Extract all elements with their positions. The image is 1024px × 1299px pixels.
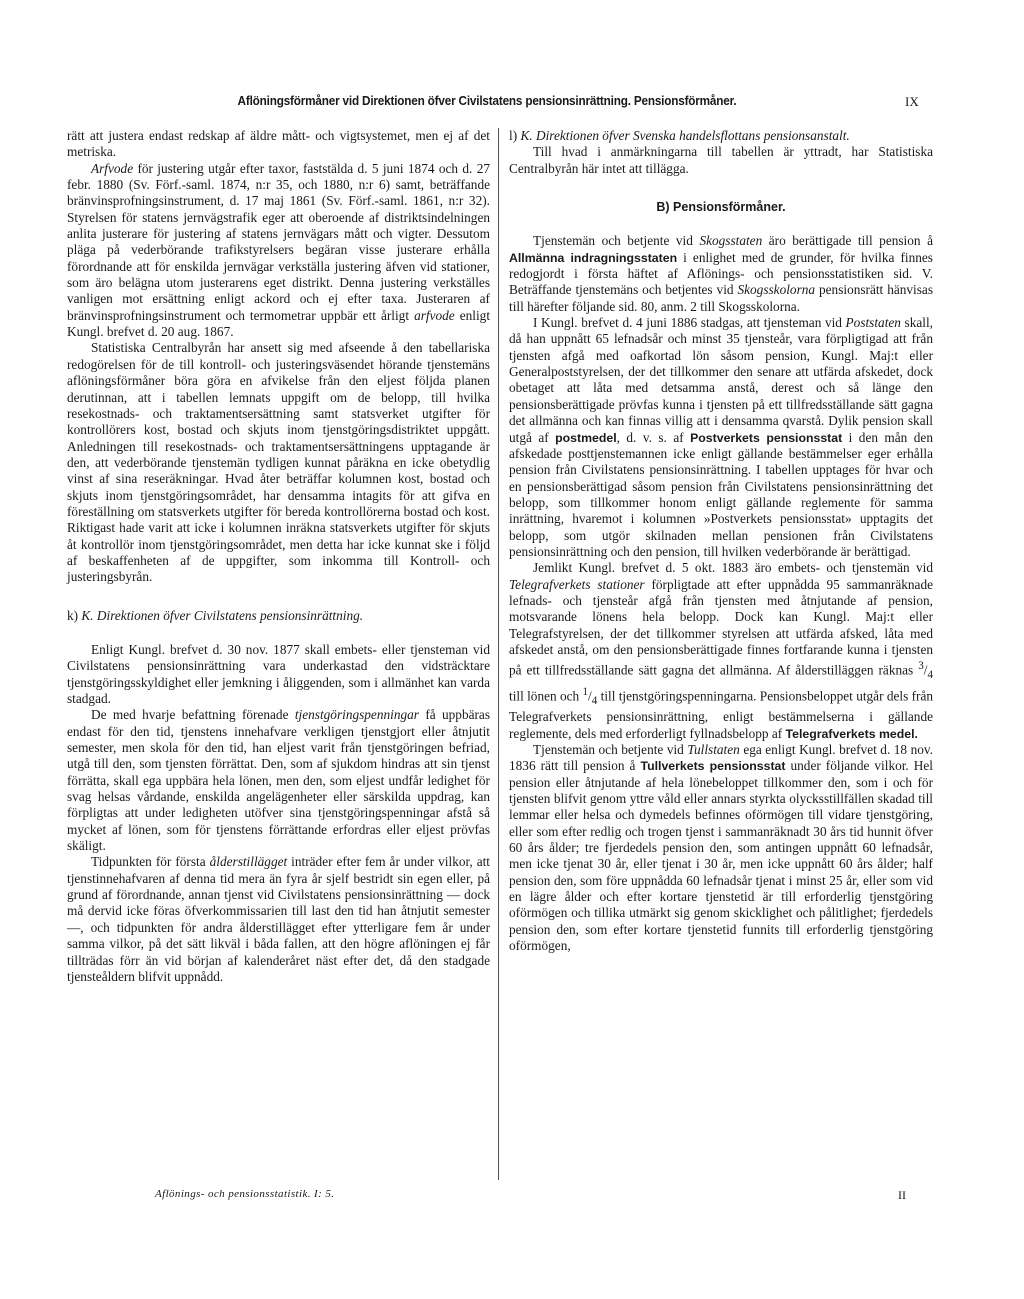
section-heading-l: l) K. Direktionen öfver Svenska handelsflottans pensionsanstalt. <box>509 128 850 143</box>
paragraph-tjenstgoringspenningar: De med hvarje befattning förenade tjenstgöringspenningar få uppbäras endast för den tid, tjenstens innehafvare verkligen tjenstgjort eller åtnjutit semester, men skola för den tid, han eljest varit från tjenstgöringen befriad, utgå till den, som tjensten förrättat. Den, som af sjukdom hindras att sin tjenst förrätta, skall ega uppbära hela lönen, men den, som eljest undfår ledighet för svag helsas vårdande, enskilda angelägenheter eller särskilda uppdrag, kan förpligtas att under ledigheten utöfver sina tjenstgöringspenningar afstå så mycket af lönen, som för tjenstens förrättande erfordras eller eljest prövfas skäligt. <box>67 707 491 854</box>
column-divider <box>498 128 499 1180</box>
footer-signature: Aflönings- och pensionsstatistik. I: 5. <box>155 1188 335 1200</box>
running-head: Aflöningsförmåner vid Direktionen öfver Civilstatens pensionsinrättning. Pensionsförmåner. <box>237 94 737 108</box>
paragraph-statistiska-centralbyran: Statistiska Centralbyrån har ansett sig med afseende å den tabellariska redogörelsen för de till kontroll- och justeringsväsendet hörande tjenstemäns aflöningsförmåner böra göra en afvikelse från den eljest följda planen derutinnan, att i tabellen lemnats uppgift om de belopp, till hvilka resekostnads- och traktamentsersättning samt statsverket utgifter för kontrollörers kost, bostad och skjuts inom tjenstgöringsdistriktet uppgått. Anledningen till resekostnads- och traktamentsersättningens upptagande är den, att vederbörande tjenstemän tydligen kunnat påräkna en icke obetydlig vinst af sina reseräkningar. Hvad åter beträffar kolumnen kost, bostad och skjuts inom tjenstgöringsområdet, har densamma intagits för att gifva en föreställning om statsverkets utgifter för bereda kontrollörerna bostad och kost. Riktigast hade varit att icke i kolumnen inräkna statsverkets utgifter för skjuts åt kontrollör inom tjenstgöringsområdet, men detta har icke kunnat ske i följd af beskaffenheten af de uppgifter, som inkomma till Kontroll- och justeringsbyrån. <box>67 340 490 585</box>
section-heading-k: k) K. Direktionen öfver Civilstatens pensionsinrättning. <box>67 607 364 623</box>
paragraph-poststaten: I Kungl. brefvet d. 4 juni 1886 stadgas, att tjensteman vid Poststaten skall, då han uppnått 65 lefnadsår och minst 35 tjensteår, vara förpligtigad att från tjensten afgå med oafkortad lön såsom pension, Kungl. Maj:t eller Generalpoststyrelsen, der det tillkommer den senare att utfärda afskedet, dock obetaget att låta med detsamma anstå, derest och så länge den pensionsberättigade prövfas kunna i tjensten på ett tillfredsställande sätt gagna det allmänna och kan finnas villig att i densamma qvarstå. Dylik pension skall utgå af postmedel, d. v. s. af Postverkets pensionsstat i den mån den afskedade posttjenstemannen icke enligt gällande bestämmelser eger erhålla pension från Civilstatens pensionsinrättning. I tabellen upptages för hvar och en pensionsberättigad såsom pension från Civilstatens pensionsinrättning det belopp, som tillkommer honom enligt gällande reglemente för samma inrättning, hvaremot i kolumnen »Postverkets pensionsstat» upptagits det belopp, som utgör skilnaden mellan pensionen från Civilstatens pensionsinrättning och den pension, till hvilken vederbörande är berättigad. <box>509 315 933 559</box>
paragraph-telegrafverket: Jemlikt Kungl. brefvet d. 5 okt. 1883 äro embets- och tjenstemän vid Telegrafverkets stationer förpligtade att efter uppnådda 95 sammanräknade lefnads- och tjensteår afgå från tjensten med åtnjutande af pension, motsvarande lönens hela belopp. Dock kan Kungl. Maj:t eller Telegrafstyrelsen, der det tillkommer styrelsen att utfärda afsked, låta med afskedet anstå, om den pensionsberättigade finnes fortfarande kunna i tjensten på ett tillfredsställande sätt gagna det allmänna. Af ålderstilläggen räknas $^3/_4$ till lönen och $^1/_4$ till tjenstgöringspenningarna. Pensionsbeloppet utgår dels från Telegrafverkets pensionsinrättning, enligt bestämmelserna i gällande reglemente, dels med erforderligt fyllnadsbelopp af Telegrafverkets medel. <box>509 560 933 741</box>
paragraph-tullstaten: Tjenstemän och betjente vid Tullstaten ega enligt Kungl. brefvet d. 18 nov. 1836 rätt till pension å Tullverkets pensionsstat under följande vilkor. Hel pension eller åtnjutande af hela lönebeloppet tillkommer den, som i och för tjensten blifvit genom yttre våld eller annars styrkta olycksstillfällen skadad till lemmar eller helsa och dymedels befinnes oförmögen till vidare tjenstgöring, eller som efter redlig och trogen tjenst i sammanräknadt 30 års tid hunnit öfver 60 års ålder; tre fjerdedels pension den, som antingen uppnått 60 lefnadsår, men icke tjenat 30 år, eller tjenat i 30 år, men icke uppnått 60 års ålder; half pension den, som före uppnådda 60 lefnadsår tjenat i minst 25 år, eller som vid en lägre ålder och efter kortare tjenstetid är till erforderlig tjenstgöring oförmögen och tillika utmärkt sig genom skicklighet och pålitlighet; fjerdedels pension den, som efter kortare tjenstetid funnits till erforderlig tjenstgöring oförmögen, <box>509 741 933 953</box>
paragraph-skogsstaten: Tjenstemän och betjente vid Skogsstaten äro berättigade till pension å Allmänna indragningsstaten i enlighet med de grunder, för hvilka finnes redogjordt i första häftet af Aflönings- och pensionsstatistiken sid. V. Beträffande tjenstemäns och betjentes vid Skogsskolorna pensionsrätt hänvisas till härefter följande sid. 80, anm. 2 till Skogsskolorna. <box>509 233 933 314</box>
section-heading-pensionsformaner: B) Pensionsförmåner. <box>656 200 786 215</box>
page-number: IX <box>905 94 919 109</box>
paragraph-alderstillagget: Tidpunkten för första ålderstillägget inträder efter fem år under vilkor, att tjenstinnehafvaren af denna tid mera än fyra år sjelf bestridt sin egen eller, på grund af förordnande, annan tjenst vid Civilstatens pensionsinrättning — dock må dervid icke föras öfverkommissarien till last den tid han åtnjutit semester —, och tidpunkten för andra ålderstillägget efter ytterligare fem år under samma vilkor, på det sätt likväl i båda fallen, att den högre aflöningen ej får tillträdas förr än vid början af kalenderåret näst efter det, då den stadgade tjensteåldern blifvit uppnådd. <box>67 854 491 984</box>
right-column <box>509 128 933 954</box>
paragraph-kungl-brefvet-1877: Enligt Kungl. brefvet d. 30 nov. 1877 skall embets- eller tjensteman vid Civilstatens pensionsinrättning vara underkastad den vidsträcktare tjenstgöringsskyldighet eller jemkning i åliggenden, som i allmänhet kan varda stadgad. <box>67 641 490 706</box>
left-column <box>67 128 490 985</box>
footer-sheet-mark: II <box>898 1188 906 1202</box>
paragraph-arfvode: Arfvode för justering utgår efter taxor, faststälda d. 5 juni 1874 och d. 27 febr. 1880 (Sv. Förf.-saml. 1874, n:r 35, och 1880, n:r 6) samt, beträffande bränvinsprofningsinstrument, d. 17 maj 1861 (Sv. Förf.-saml. 1861, n:r 32). Styrelsen för statens jernvägstrafik eger att oberoende af distriktsindelningen anlita justerare för justering af statens jernvägars mått och vigter. Dessutom pläga på vederbörande trafikstyrelsers begäran visse justerare erhålla förordnande att för enskilda jernvägar verkställa justering äfven vid stationer, som äro belägna utom justerarens eget distrikt. Denna justering verkställes vanligen mot ersättning enligt ackord och ej efter taxa. Justeraren af bränvinsprofningsinstrument och termometrar uppbär ett årligt arfvode enligt Kungl. brefvet d. 20 aug. 1867. <box>67 160 491 340</box>
paragraph-handelsflottan: Till hvad i anmärkningarna till tabellen är yttradt, har Statistiska Centralbyrån här intet att tillägga. <box>509 144 933 176</box>
paragraph-justering-intro: rätt att justera endast redskap af äldre mått- och vigtsystemet, men ej af det metriska. <box>67 128 490 160</box>
